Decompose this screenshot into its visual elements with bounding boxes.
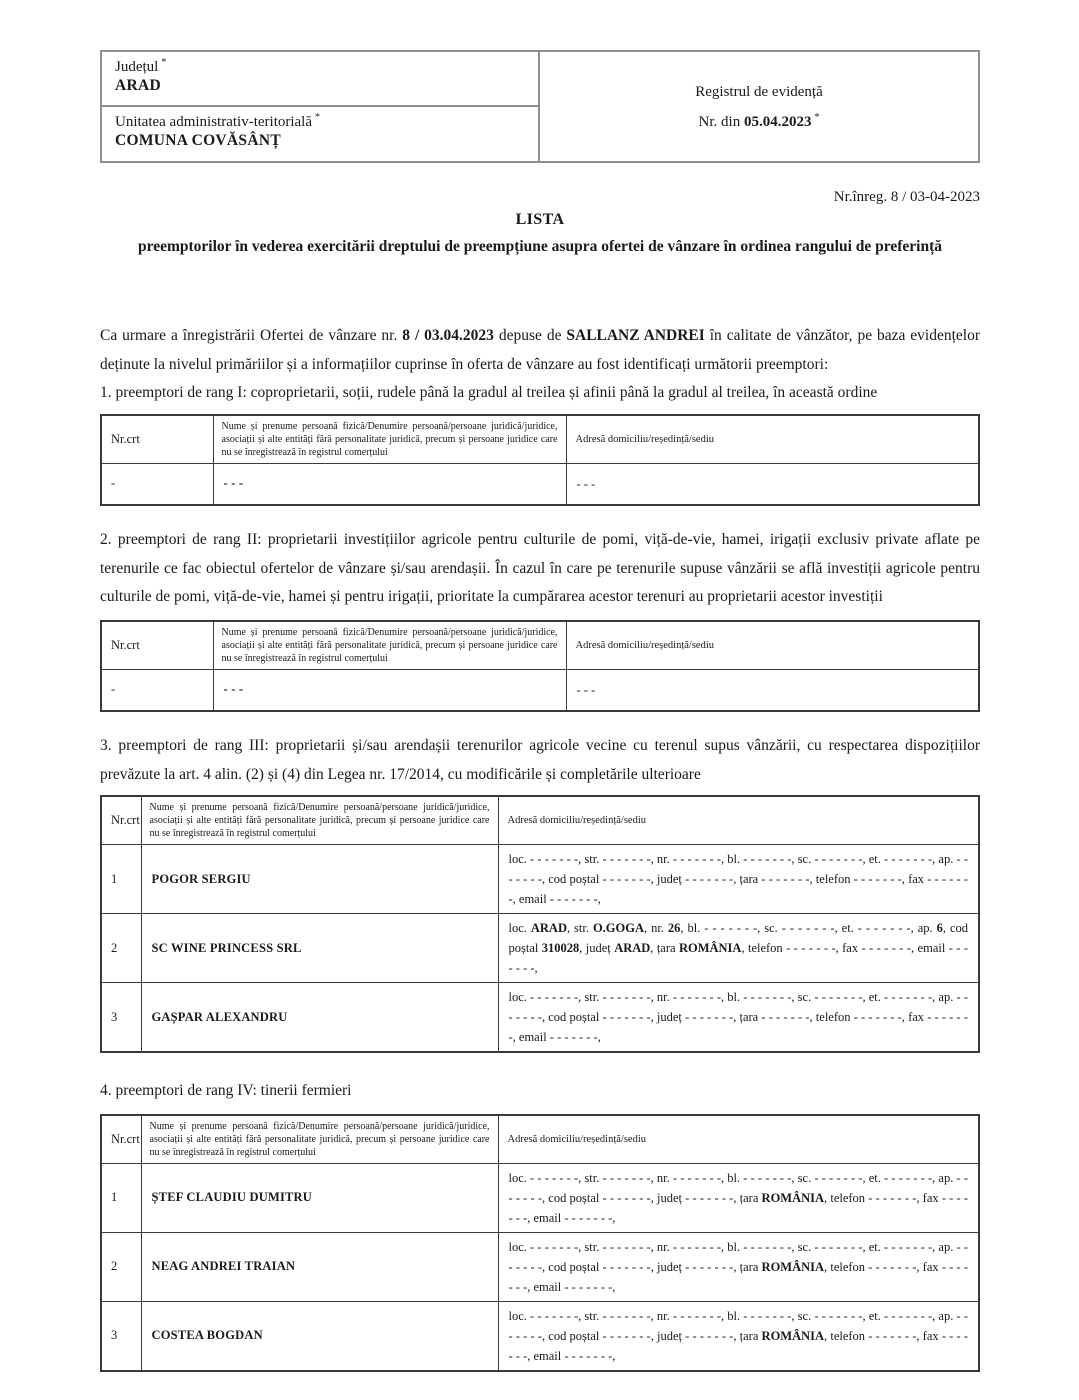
registration-number-line: Nr.înreg. 8 / 03-04-2023 [833, 189, 980, 205]
intro-paragraph: Ca urmare a înregistrării Ofertei de vânzare nr. 8 / 03.04.2023 depuse de SALLANZ ANDREI în calitate de vânzător, pe baza evidențelor deținute la nivelul primăriilor și a informațiilor cuprinse în oferta de vânzare au fost identificați următorii preemptori: [100, 327, 981, 373]
address-cell: loc. - - - - - - -, str. - - - - - - -, nr. - - - - - - -, bl. - - - - - - -, sc. - - - - - - -, et. - - - - - - -, ap. - - - - - - -, cod poștal - - - - - - -, județ - - - - - - -, țara ROMÂNIA, telefon - - - - - - -, fax - - - - - - -, email - - - - - - -, [498, 1301, 979, 1371]
registry-number-line: Nr. din 05.04.2023 * [698, 111, 820, 130]
table-header-row [101, 415, 979, 464]
table-header-row [101, 1115, 979, 1164]
table-row [101, 845, 979, 914]
column-header-address: Adresă domiciliu/reședință/sediu [566, 415, 979, 464]
section-rank4-heading: 4. preemptori de rang IV: tinerii fermieri [100, 1082, 352, 1099]
uat-cell [102, 107, 538, 162]
judet-value: ARAD [115, 77, 161, 94]
row-number-cell: 2 [101, 1232, 141, 1301]
table-row [101, 1301, 979, 1371]
table-row [101, 1232, 979, 1301]
preemptor-name-cell: SC WINE PRINCESS SRL [141, 914, 498, 983]
table-row [101, 1163, 979, 1232]
column-header-address: Adresă domiciliu/reședință/sediu [498, 1115, 979, 1164]
judet-label: Județul * [115, 57, 167, 75]
row-number-cell: 2 [101, 914, 141, 983]
registry-cell [540, 52, 978, 161]
row-number-cell: 1 [101, 1163, 141, 1232]
rank2-table [100, 620, 980, 713]
section-rank2-heading: 2. preemptori de rang II: proprietarii investițiilor agricole pentru culturile de pomi, viță-de-vie, hamei, irigații exclusiv private aflate pe terenurile ce fac obiectul ofertelor de vânzare și/sau arendașii. În cazul în care pe terenurile supuse vânzării se află investiții agricole pentru culturile de pomi, viță-de-vie, hamei și pentru irigații, prioritate la cumpărarea acestor terenuri au proprietarii acestor investiții [100, 531, 980, 605]
header-box-left [102, 52, 540, 161]
rank1-table [100, 414, 980, 507]
uat-label: Unitatea administrativ-teritorială * [115, 111, 321, 130]
address-cell: - - - [566, 669, 979, 711]
header-box [100, 50, 980, 163]
row-number-cell: 3 [101, 1301, 141, 1371]
row-number-cell: - [101, 669, 213, 711]
column-header-nr: Nr.crt [101, 1115, 141, 1164]
column-header-address: Adresă domiciliu/reședință/sediu [498, 796, 979, 845]
document-title: LISTA [515, 211, 565, 228]
required-asterisk: * [315, 111, 321, 123]
column-header-name: Nume și prenume persoană fizică/Denumire persoană/persoane juridică/juridice, asociații și alte entități fără personalitate juridică, precum și persoane juridice care nu se înregistrează în registrul comerțului [213, 621, 566, 670]
column-header-name: Nume și prenume persoană fizică/Denumire persoană/persoane juridică/juridice, asociații și alte entități fără personalitate juridică, precum și persoane juridice care nu se înregistrează în registrul comerțului [141, 1115, 498, 1164]
registry-title: Registrul de evidență [695, 83, 823, 100]
table-header-row [101, 796, 979, 845]
preemptor-name-cell: COSTEA BOGDAN [141, 1301, 498, 1371]
column-header-nr: Nr.crt [101, 621, 213, 670]
preemptor-name-cell: POGOR SERGIU [141, 845, 498, 914]
address-cell: loc. ARAD, str. O.GOGA, nr. 26, bl. - - - - - - -, sc. - - - - - - -, et. - - - - - - -, ap. 6, cod poștal 310028, județ ARAD, țara ROMÂNIA, telefon - - - - - - -, fax - - - - - - -, email - - - - - - -, [498, 914, 979, 983]
address-cell: loc. - - - - - - -, str. - - - - - - -, nr. - - - - - - -, bl. - - - - - - -, sc. - - - - - - -, et. - - - - - - -, ap. - - - - - - -, cod poștal - - - - - - -, județ - - - - - - -, țara ROMÂNIA, telefon - - - - - - -, fax - - - - - - -, email - - - - - - -, [498, 1232, 979, 1301]
table-row [101, 983, 979, 1053]
required-asterisk: * [814, 111, 820, 123]
column-header-name: Nume și prenume persoană fizică/Denumire persoană/persoane juridică/juridice, asociații și alte entități fără personalitate juridică, precum și persoane juridice care nu se înregistrează în registrul comerțului [141, 796, 498, 845]
table-row [101, 463, 979, 505]
row-number-cell: 3 [101, 983, 141, 1053]
address-cell: loc. - - - - - - -, str. - - - - - - -, nr. - - - - - - -, bl. - - - - - - -, sc. - - - - - - -, et. - - - - - - -, ap. - - - - - - -, cod poștal - - - - - - -, județ - - - - - - -, țara - - - - - - -, telefon - - - - - - -, fax - - - - - - -, email - - - - - - -, [498, 845, 979, 914]
preemptor-name-cell: ȘTEF CLAUDIU DUMITRU [141, 1163, 498, 1232]
section-rank3-heading: 3. preemptori de rang III: proprietarii și/sau arendașii terenurilor agricole vecine cu terenul supus vânzării, cu respectarea dispozițiilor prevăzute la art. 4 alin. (2) și (4) din Legea nr. 17/2014, cu modificările și completările ulterioare [100, 737, 980, 783]
column-header-address: Adresă domiciliu/reședință/sediu [566, 621, 979, 670]
rank4-table [100, 1114, 980, 1372]
row-number-cell: - [101, 463, 213, 505]
uat-value: COMUNA COVĂSÂNȚ [115, 131, 281, 149]
required-asterisk: * [161, 57, 167, 68]
document-subtitle: preemptorilor în vederea exercitării dreptului de preempțiune asupra ofertei de vânzare în ordinea rangului de preferință [137, 238, 943, 255]
column-header-name: Nume și prenume persoană fizică/Denumire persoană/persoane juridică/juridice, asociații și alte entități fără personalitate juridică, precum și persoane juridice care nu se înregistrează în registrul comerțului [213, 415, 566, 464]
preemptor-name-cell: - - - [213, 463, 566, 505]
preemptor-name-cell: - - - [213, 669, 566, 711]
table-row [101, 669, 979, 711]
rank3-table [100, 795, 980, 1053]
judet-cell [102, 52, 538, 107]
column-header-nr: Nr.crt [101, 796, 141, 845]
table-row [101, 914, 979, 983]
table-header-row [101, 621, 979, 670]
preemptor-name-cell: NEAG ANDREI TRAIAN [141, 1232, 498, 1301]
address-cell: loc. - - - - - - -, str. - - - - - - -, nr. - - - - - - -, bl. - - - - - - -, sc. - - - - - - -, et. - - - - - - -, ap. - - - - - - -, cod poștal - - - - - - -, județ - - - - - - -, țara ROMÂNIA, telefon - - - - - - -, fax - - - - - - -, email - - - - - - -, [498, 1163, 979, 1232]
address-cell: - - - [566, 463, 979, 505]
address-cell: loc. - - - - - - -, str. - - - - - - -, nr. - - - - - - -, bl. - - - - - - -, sc. - - - - - - -, et. - - - - - - -, ap. - - - - - - -, cod poștal - - - - - - -, județ - - - - - - -, țara - - - - - - -, telefon - - - - - - -, fax - - - - - - -, email - - - - - - -, [498, 983, 979, 1053]
row-number-cell: 1 [101, 845, 141, 914]
section-rank1-heading: 1. preemptori de rang I: coproprietarii, soții, rudele până la gradul al treilea și afinii până la gradul al treilea, în această ordine [100, 384, 878, 401]
column-header-nr: Nr.crt [101, 415, 213, 464]
preemptor-name-cell: GAȘPAR ALEXANDRU [141, 983, 498, 1053]
registry-date: 05.04.2023 [743, 113, 812, 130]
